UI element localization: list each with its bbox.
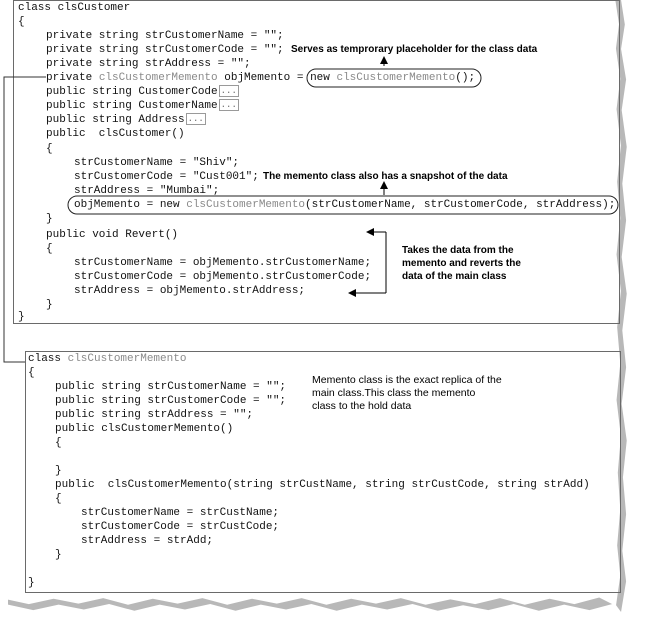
code-line: strAddress = objMemento.strAddress; <box>74 285 306 297</box>
code-line: private string strCustomerCode = ""; <box>46 44 284 56</box>
code-line: strAddress = "Mumbai"; <box>74 185 220 197</box>
code-line: { <box>18 16 25 28</box>
collapsed-region: ... <box>187 114 204 124</box>
code-line: public string CustomerCode ... <box>46 86 237 98</box>
code-line: { <box>55 437 62 449</box>
collapsed-region: ... <box>220 100 237 110</box>
highlight-oval-new-memento <box>307 69 481 87</box>
code-line: strCustomerCode = strCustCode; <box>81 521 280 533</box>
code-line: strCustomerName = strCustName; <box>81 507 280 519</box>
code-line: } <box>46 213 53 225</box>
annotation-revert-line-3: data of the main class <box>402 271 507 282</box>
annotation-replica-line-2: main class.This class the memento <box>312 387 476 399</box>
code-line: } <box>46 299 53 311</box>
code-line: public clsCustomerMemento(string strCustName, string strCustCode, string strAdd) <box>55 479 590 491</box>
code-line: } <box>55 549 62 561</box>
code-line: { <box>46 143 53 155</box>
collapsed-region: ... <box>220 86 237 96</box>
code-line: { <box>28 367 35 379</box>
code-line: strCustomerName = "Shiv"; <box>74 157 240 169</box>
connector-to-memento-class <box>4 77 46 362</box>
code-line: public clsCustomerMemento() <box>55 423 234 435</box>
annotation-replica-line-1: Memento class is the exact replica of the <box>312 374 502 386</box>
code-line: private string strAddress = ""; <box>46 58 251 70</box>
annotation-placeholder: Serves as temprorary placeholder for the class data <box>291 44 538 55</box>
code-line: strAddress = strAdd; <box>81 535 214 547</box>
code-line: public string Address ... <box>46 114 204 126</box>
code-line: public string CustomerName ... <box>46 100 237 112</box>
code-line: { <box>46 243 53 255</box>
code-line: { <box>55 493 62 505</box>
code-line: } <box>28 577 35 589</box>
code-line: } <box>18 311 25 323</box>
code-line: } <box>55 465 62 477</box>
code-line: public void Revert() <box>46 229 179 241</box>
code-line: public string strAddress = ""; <box>55 409 254 421</box>
code-line: strCustomerCode = objMemento.strCustomerCode; <box>74 271 372 283</box>
annotation-snapshot: The memento class also has a snapshot of the data <box>263 171 508 182</box>
memento-snapshot-line: objMemento = new clsCustomerMemento(strCustomerName, strCustomerCode, strAddress); <box>74 199 616 211</box>
annotation-revert-line-1: Takes the data from the <box>402 245 514 256</box>
code-line: strCustomerCode = "Cust001"; <box>74 171 259 183</box>
code-line: strCustomerName = objMemento.strCustomerName; <box>74 257 372 269</box>
code-line: public string strCustomerName = ""; <box>55 381 287 393</box>
code-line: public clsCustomer() <box>46 128 185 140</box>
annotation-revert-line-2: memento and reverts the <box>402 258 521 269</box>
code-line: public string strCustomerCode = ""; <box>55 395 287 407</box>
class-customer-header: class clsCustomer <box>18 2 131 14</box>
annotation-replica-line-3: class to the hold data <box>312 400 412 412</box>
class-memento-header: class clsCustomerMemento <box>28 353 187 365</box>
highlight-oval-snapshot <box>68 196 618 214</box>
memento-field-line: private clsCustomerMemento objMemento = new clsCustomerMemento(); <box>46 72 476 84</box>
code-line: private string strCustomerName = ""; <box>46 30 284 42</box>
